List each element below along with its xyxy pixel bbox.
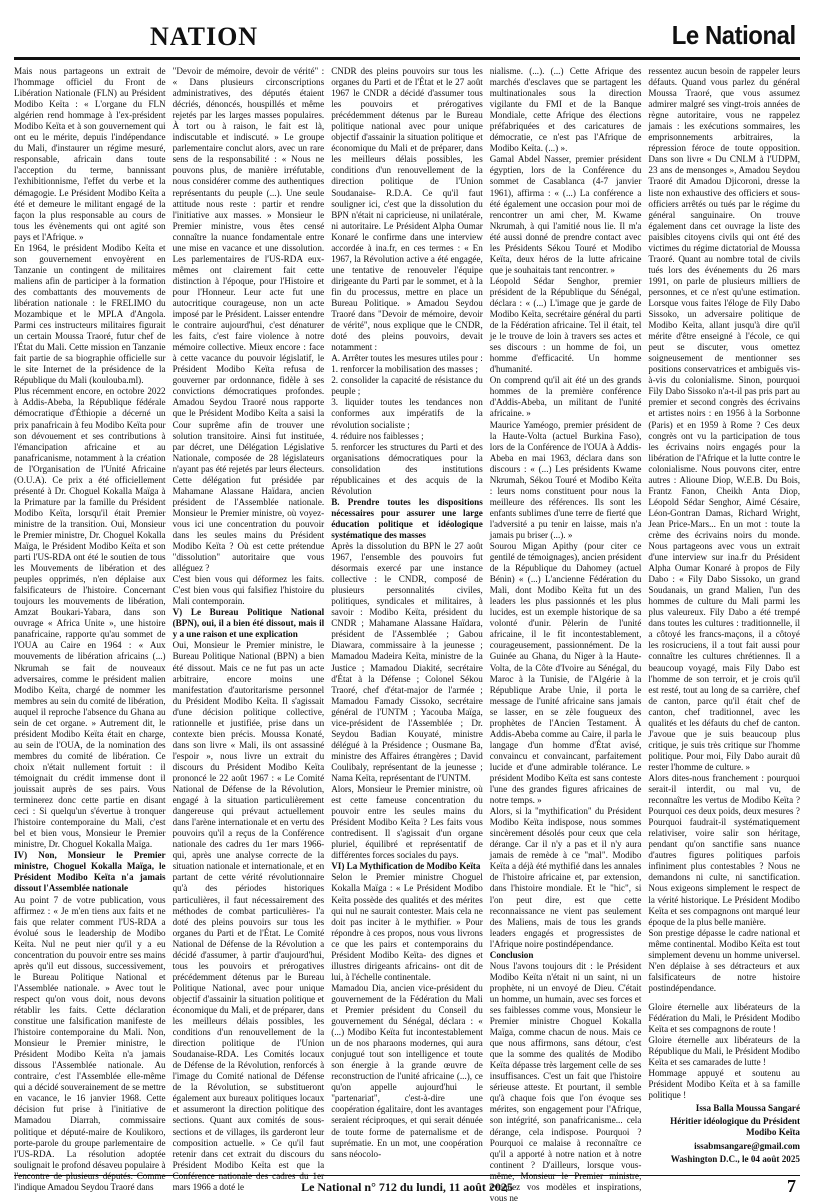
- body-paragraph: On comprend qu'il ait été un des grands hommes de la première conférence d'Addis-Abeba, un militant de l'unité africaine. »: [489, 375, 642, 419]
- page-number: 7: [787, 1176, 796, 1196]
- page-header: [0, 0, 814, 60]
- body-paragraph: Alors, Monsieur le Premier ministre, où est cette fameuse concentration du pouvoir entre les seules mains du Président Modibo Keïta ? Les faits vous contredisent. Il s'agissait d'un organe pluriel, équilibré et représentatif de différentes forces sociales du pays.: [331, 784, 483, 861]
- body-paragraph: Selon le Premier ministre Choguel Kokalla Maïga : « Le Président Modibo Keïta possède des qualités et des mérites qui nul ne saurait contester. Mais cela ne doit pas inciter à le mythifier. » Pour répondre à ces propos, nous vous livrons ce que les pairs et contemporains du Président Modibo Keïta- des dignes et illustres dirigeants africains- ont dit de lui, à l'échelle continentale.: [331, 872, 483, 982]
- body-paragraph: Au point 7 de votre publication, vous affirmez : « Je m'en tiens aux faits et ne fais que relater comment l'US-RDA a évolué sous le leadership de Modibo Keïta. Nul ne peut nier qu'il y a eu concentration du pouvoir entre ses mains après qu'il eut dissous, successivement, le Bureau Politique National et l'Assemblée nationale. » Avec tout le respect qu'on vous doit, nous devons rétablir les faits. Cette déclaration constitue une falsification manifeste de l'histoire contemporaine du Mali. Non, Monsieur le Premier ministre, le Président Modibo Keïta n'a jamais dissous l'Assemblée nationale. Au contraire, c'est l'Assemblée elle-même qui a décidé souverainement de se mettre en vacance, le 16 janvier 1968. Cette décision fut prise à l'initiative de Mamadou Diarrah, commissaire politique et député-maire de Koulikoro, porte-parole du groupe parlementaire de l'US-RDA. La résolution adoptée soulignait le profond désaveu populaire à l'indique Amadou Seydou Traoré dans: [14, 894, 166, 1192]
- body-paragraph: nialisme. (...). (...) Cette Afrique des marchés d'esclaves que se partagent les multinationales sous la direction vigilante du FMI et de la Banque Mondiale, cette Afrique des élections préfabriquées et des caricatures de démocratie, ce n'est pas l'Afrique de Modibo Keïta. (...) ».: [489, 66, 642, 154]
- publication-info: Le National n° 712 du lundi, 11 août 2025: [301, 1180, 513, 1194]
- section-heading: B. Prendre toutes les dispositions nécessaires pour assurer une large éducation politique et idéologique systématique des masses: [331, 496, 483, 540]
- enumerated-list: [331, 353, 483, 497]
- body-paragraph: CNDR des pleins pouvoirs sur tous les organes du Parti et de l'État et le 27 août 1967 le CNDR a décidé d'assumer tous les pouvoirs et prérogatives précédemment détenus par le Bureau politique national avec pour unique objectif d'assainir la situation politique et économique du Mali et de préparer, dans les meilleurs délais possibles, les conditions d'un renouvellement de la direction politique de l'Union Soudanaise- R.D.A. Ce qu'il faut souligner ici, c'est que la dissolution du BPN n'était ni capricieuse, ni unilatérale, ni autoritaire. Le Président Alpha Oumar Konaré le confirme dans une interview accordée à ina.fr, en ces termes : « En 1967, la Révolution active a été engagée, une tentative de renouveler l'équipe dirigeante du Parti par le sommet, et à la fin du processus, mettre en place un Bureau Politique. » Amadou Seydou Traoré dans "Devoir de mémoire, devoir de vérité", nous explique que le CNDR, doté des pleins pouvoirs, devait notamment :: [331, 66, 483, 353]
- section-heading: V) Le Bureau Politique National (BPN), oui, il a bien été dissout, mais il y a une raison et une explication: [172, 607, 325, 640]
- body-paragraph: "Devoir de mémoire, devoir de vérité" : « Dans plusieurs circonscriptions administratives, des députés étaient décriés, dénoncés, houspillés et même rejetés par les larges masses populaires. À tort ou à raison, le fait est là, indiscutable et indiscuté. » Le groupe parlementaire conclut alors, avec un rare sens de la responsabilité : « Nous ne pouvons plus, de manière irréfutable, nous considérer comme des authentiques représentants du peuple (...). Une seule attitude nous reste : partir et rendre l'initiative aux masses. » Monsieur le Premier ministre, vous êtes censé connaître la nuance fondamentale entre une mise en vacance et une dissolution. Les parlementaires de l'US-RDA eux-mêmes ont clairement fait cette distinction à l'époque, pour l'Histoire et pour l'Honneur. Leur acte fut une autocritique courageuse, non un acte imposé par le Président. Laisser entendre le contraire aujourd'hui, c'est dénaturer les faits, c'est faire violence à notre mémoire collective. Mieux encore : face à cette vacance du pouvoir législatif, le Président Modibo Keïta refusa de gouverner par ordonnance, fidèle à ses convictions démocratiques profondes. Amadou Seydou Traoré nous rapporte que le Président Modibo Keïta a saisi la Cour suprême afin de trouver une solution transitoire. Ainsi fut instituée, par décret, une Délégation Législative Nationale, composée de 28 législateurs n'ayant pas été rejetés par leurs électeurs. Cette délégation fut présidée par Mahamane Alassane Haïdara, ancien président de l'Assemblée nationale. Monsieur le Premier ministre, où voyez-vous ici une concentration du pouvoir dans les seules mains du Président Modibo Keïta ? Où est cette prétendue "dissolution" autoritaire que vous alléguez ?: [172, 66, 325, 574]
- body-paragraph: Son prestige dépasse le cadre national et même continental. Modibo Keïta est tout simplement devenu un homme universel. N'en déplaise à ses détracteurs et aux falsificateurs de notre histoire postindépendance.: [648, 927, 800, 993]
- body-paragraph: Mais nous partageons un extrait de l'hommage officiel du Front de Libération Nationale (FLN) au Président Modibo Keïta : « L'organe du FLN algérien rend hommage à l'ex-président Modibo Keïta et à son gouvernement qui ont eu le mérite, depuis l'indépendance du Mali, d'instaurer un régime mesuré, responsable, africain dans toute l'acception du terme, bannissant l'exhibitionnisme, l'effet du verbe et la démagogie. Le Président Modibo Keïta a été et demeure le militant engagé de la façon la plus responsable au cours de tous les évènements qui ont agité son pays et l'Afrique. »: [14, 66, 166, 242]
- header-rule: [14, 57, 800, 60]
- section-heading: Conclusion: [489, 949, 534, 960]
- author-signature: Issa Balla Moussa Sangaré: [695, 1103, 800, 1114]
- list-item: 4. réduire nos faiblesses ;: [331, 430, 424, 441]
- body-paragraph: C'est bien vous qui déformez les faits. C'est bien vous qui falsifiez l'histoire du Mali contemporain.: [172, 574, 325, 607]
- list-item: 1. renforcer la mobilisation des masses ;: [331, 364, 478, 375]
- footer-rule: [14, 1175, 800, 1176]
- body-paragraph: En 1964, le président Modibo Keïta et son gouvernement envoyèrent en Tanzanie un contingent de militaires maliens afin de participer à la formation des combattants des mouvements de libération nationale : le FRELIMO du Mozambique et le MPLA d'Angola. Parmi ces instructeurs militaires figurait un certain Moussa Traoré, futur chef de l'État du Mali. Cette mission en Tanzanie fait partie de sa biographie officielle sur le site Internet de la présidence de la République du Mali (koulouba.ml).: [14, 242, 166, 386]
- body-paragraph: Oui, Monsieur le Premier ministre, le Bureau Politique National (BPN) a bien été dissout. Mais ce ne fut pas un acte arbitraire, encore moins une manifestation d'autoritarisme personnel du Président Modibo Keïta. Il s'agissait d'une décision politique collective, rationnelle et justifiée, prise dans un contexte bien précis. Moussa Konaté, dans son livre « Mali, ils ont assassiné l'espoir », nous livre un extrait du discours du Président Modibo Keïta prononcé le 22 août 1967 : « Le Comité National de Défense de la Révolution, engagé à la situation particulièrement dangereuse qui prévaut actuellement dans l'arène internationale et en vertu des pouvoirs qu'il a reçus de la Conférence nationale des cadres du 1er mars 1966- qui, après une analyse correcte de la situation nationale et internationale, et en partant de cette vérité révolutionnaire qu'à des périodes historiques particulières, il faut nécessairement des méthodes de combat particulières- l'a doté des pleins pouvoirs sur tous les organes du Parti et de l'État. Le Comité National de Défense de la Révolution a décidé d'assumer, à partir d'aujourd'hui, tous les pouvoirs et prérogatives précédemment détenus par le Bureau Politique National, avec pour unique objectif d'assainir la situation politique et économique du Mali, et de préparer, dans les meilleurs délais possibles, les conditions d'un renouvellement de la direction politique de l'Union Soudanaise-RDA. Les Comités locaux de Défense de la Révolution, renforcés à l'image du Comité national de Défense de la Révolution, se substitueront également aux bureaux politiques locaux et assumeront la direction politique des sections. Quant aux comités de sous-sections et de villages, ils garderont leur composition actuelle. » Ce qu'il faut retenir dans cet extrait du discours du Président Modibo Keïta est que la mars 1966 a doté le: [172, 640, 325, 1192]
- body-paragraph: Sourou Migan Apithy (pour citer ce gentilé de témoignages), ancien président de la République du Dahomey (actuel Bénin) « (...) L'ancienne Fédération du Mali, dont Modibo Keïta fut un des leaders les plus passionnés et les plus lucides, est un exemple historique de sa volonté d'unir. Pèlerin de l'unité africaine, il le fit incontestablement, courageusement, passionnément. De la Guinée au Ghana, du Niger à la Haute-Volta, de la Côte d'Ivoire au Sénégal, du Maroc à la Tunisie, de l'Algérie à la République Arabe Unie, il porta le message de l'unité africaine sans jamais se lasser, en se zèle fougueux des prophètes de l'Ancien Testament. À Addis-Abeba comme au Caire, il parla le langage d'un homme d'État avisé, convaincu et convaincant, parfaitement lucide et d'une admirable tolérance. Le président Modibo Keïta est sans conteste l'une des grandes figures africaines de notre temps. »: [489, 541, 642, 806]
- body-paragraph: Alors, si la "mythification" du Président Modibo Keïta indispose, nous sommes sincèrement désolés pour ceux que cela dérange. Car il n'y a pas et il n'y aura jamais de remède à ce "mal". Modibo Keïta a déjà été mythifié dans les annales de l'histoire africaine et, par extension, dans l'histoire mondiale. Et le "hic", si l'on peut dire, est que cette reconnaissance ne vient pas seulement des Maliens, mais de tous les grands leaders engagés et progressistes de l'Afrique noire postindépendance.: [489, 806, 642, 949]
- author-signature: Washington D.C., le 04 août 2025: [670, 1153, 800, 1164]
- article-column-4: [490, 66, 642, 1204]
- page-footer: [14, 1176, 800, 1200]
- list-item: A. Arrêter toutes les mesures utiles pour :: [331, 353, 483, 364]
- closing-paragraph: Gloire éternelle aux libérateurs de la Fédération du Mali, le Président Modibo Keïta et ses compagnons de route !: [648, 1001, 800, 1035]
- body-paragraph: Léopold Sédar Senghor, premier président de la République du Sénégal, déclara : « (...) L'image que je garde de Modibo Keïta, secrétaire général du parti de la Fédération africaine. Tel il était, tel je le trouve de loin à travers ses actes et ses discours : un homme de foi, un homme d'efficacité. Un homme d'humanité.: [489, 275, 642, 375]
- list-item: 5. renforcer les structures du Parti et des organisations démocratiques pour la consolidation des institutions républicaines et des acquis de la Révolution: [331, 441, 483, 496]
- section-title: NATION: [150, 22, 259, 51]
- section-heading: IV) Non, Monsieur le Premier ministre, Choguel Kokalla Maïga, le Président Modibo Keïta n'a jamais dissout l'Assemblée nationale: [14, 850, 166, 894]
- body-paragraph: Nous l'avons toujours dit : le Président Modibo Keïta n'était ni un saint, ni un prophète, ni un envoyé de Dieu. C'était un homme, un humain, avec ses forces et ses faiblesses comme vous, Monsieur le Premier ministre Choguel Kokalla Maïga, comme chacun de nous. Mais ce que nous affirmons, sans détour, c'est que la somme des qualités de Modibo Keïta dépasse très largement celle de ses insuffisances. C'est un fait que l'histoire sérieuse atteste. Et pourtant, il semble qu'à chaque fois que l'on évoque ses mérites, son engagement pour l'Afrique, son intégrité, son panafricanisme... cela dérange, cela indispose. Pourquoi ? Pourquoi ce malaise à reconnaître ce qu'il a apporté à notre nation et à notre continent ? D'ailleurs, lorsque vous- évoquez vos modèles et inspirations, vous ne: [489, 960, 642, 1203]
- list-item: 2. consolider la capacité de résistance du peuple ;: [331, 375, 483, 397]
- list-item: 3. liquider toutes les tendances non conformes aux impératifs de la révolution socialiste ;: [331, 397, 483, 430]
- body-paragraph: Maurice Yaméogo, premier président de la Haute-Volta (actuel Burkina Faso), lors de la Conférence de l'OUA à Addis-Abeba en mai 1963, déclara dans son discours : « (...) Les présidents Kwame Nkrumah, Sékou Touré et Modibo Keïta : leurs noms constituent pour nous la meilleure des références. Ils sont les enfants sublimes d'une terre de fierté que l'adversité a pu tenir en laisse, mais n'a jamais pu briser (...). »: [489, 419, 642, 540]
- body-paragraph: Après la dissolution du BPN le 27 août 1967, l'ensemble des pouvoirs fut désormais exercé par une instance collective : le CNDR, composé de plusieurs personnalités civiles, politiques, syndicales et militaires, à savoir : Modibo Keïta, président du CNDR ; Mahamane Alassane Haïdara, président de l'Assemblée ; Gabou Diawara, commissaire à la jeunesse ; Mamadou Madeira Keïta, ministre de la Justice ; Mamadou Diakité, secrétaire d'État à la Défense ; Colonel Sékou Traoré, chef d'état-major de l'armée ; Mamadou Famady Cissoko, secrétaire général de l'UNTM ; Yacouba Maïga, vice-président de l'Assemblée ; Dr. Seydou Badian Kouyaté, ministre délégué à la Présidence ; Ousmane Ba, ministre des Affaires étrangères ; David Coulibaly, représentant de la jeunesse ; Nama Keïta, représentant de l'UNTM.: [331, 541, 483, 783]
- article-column-2: [173, 66, 325, 1204]
- article-column-5: [648, 66, 800, 1204]
- body-paragraph: Alors dites-nous franchement : pourquoi serait-il interdit, ou mal vu, de reconnaître les vertus de Modibo Keïta ? Pourquoi ces deux poids, deux mesures ? Pourquoi faudrait-il systématiquement relativiser, voire salir son héritage, pendant qu'on sanctifie sans nuance d'autres figures politiques parfois infiniment plus contestables ? Nous ne demandons ni culte, ni sanctification. Nous exigeons simplement le respect de la vérité historique. Le Président Modibo Keïta et ses compagnons ont marqué leur époque de la plus belle manière.: [648, 773, 800, 927]
- article-column-3: [331, 66, 483, 1204]
- body-paragraph: Hommage appuyé et soutenu au Président Modibo Keïta et à sa famille politique !: [648, 1068, 800, 1101]
- body-paragraph: Gamal Abdel Nasser, premier président égyptien, lors de la Conférence du sommet de Casablanca (4-7 janvier 1961), affirma : « (...) La conférence a été également une occasion pour moi de rencontrer un ami cher, M. Kwame Nkrumah, à qui l'amitié nous lie. Il m'a été aussi donné de prendre contact avec les Présidents Sékou Touré et Modibo Keïta, deux héros de la lutte africaine que je souhaitais tant rencontrer. »: [489, 154, 642, 275]
- body-paragraph: Mamadou Dia, ancien vice-président du gouvernement de la Fédération du Mali et Premier président du Conseil du gouvernement du Sénégal, déclara : « (...) Modibo Keïta fut incontestablement un de nos pharaons modernes, qui aura conjugué tout son intelligence et toute son énergie à la grande œuvre de reconstruction de l'unité africaine (...), ce qu'on appelle aujourd'hui le "partenariat", c'est-à-dire une coopération égalitaire, dont les avantages seraient réciproques, et qui serait dénuée de toute forme de paternalisme et de suprématie. En un mot, une coopération sans néocolo-: [331, 982, 483, 1159]
- body-paragraph: ressentez aucun besoin de rappeler leurs défauts. Quand vous parlez du général Moussa Traoré, que vous assumez admirer malgré ses vingt-trois années de règne autoritaire, vous ne rappelez jamais : les exécutions sommaires, les emprisonnements arbitraires, la répression féroce de toute opposition. Dans son livre « Du CNLM à l'UDPM, 23 ans de mensonges », Amadou Seydou Traoré dit Amadou Djicoroni, dresse la liste non exhaustive des officiers et sous-officiers arrêtés ou tués par le régime du général sanguinaire. On trouve également dans cet ouvrage la liste des paisibles citoyens civils qui ont été des victimes du régime dictatorial de Moussa Traoré. Quant au nombre total de civils tués lors des événements du 26 mars 1991, on parle de plusieurs milliers de personnes, et ce n'est qu'une estimation. Lorsque vous faites l'éloge de Fily Dabo Sissoko, un adversaire politique de Modibo Keïta, allant jusqu'à dire qu'il mérite d'être enseigné à l'école, ce qui peut se discuter, vous omettez soigneusement de mentionner ses positions conservatrices et ambiguës vis-à-vis du colonialisme. Sinon, pourquoi Fily Dabo Sissoko n'a-t-il pas pris part au premier et second congrès des écrivains et artistes noirs : en 1956 à la Sorbonne (Paris) et en 1959 à Rome ? Ces deux congrès ont vu la participation de tous les écrivains noirs engagés pour la libération de l'Afrique et la lutte contre le colonialisme. Nous pouvons citer, entre autres : Alioune Diop, W.E.B. Du Bois, Frantz Fanon, Cheikh Anta Diop, Léopold Sédar Senghor, Aimé Césaire, Léon-Gontran Damas, Richard Wright, Jean Price-Mars... En un mot : toute la crème des écrivains noirs du monde. Nous partageons avec vous un extrait d'une interview sur ina.fr du Président Alpha Oumar Konaré à propos de Fily Dabo : « Fily Dabo Sissoko, un grand Soudanais, un grand Malien, l'un des hommes de culture du Mali parmi les plus valeureux. Fily Dabo a été trempé dans toutes les cultures : traditionnelle, il a côtoyé les francs-maçons, il a côtoyé les rosicruciens, il a tout fait aussi pour connaître les cultures chrétiennes. Il a beaucoup voyagé, mais Fily Dabo est l'homme de son terroir, et je crois qu'il est resté, tout au long de sa carrière, chef de canton, parce qu'il était chef de canton, chef traditionnel, avec les qualités et les défauts du chef de canton. J'avoue que je suis beaucoup plus critique, je suis très critique sur l'homme politique. Pour moi, Fily Dabo aurait dû rester l'homme de culture. »: [648, 66, 800, 772]
- article-column-1: [14, 66, 166, 1204]
- masthead-logo: Le National: [672, 20, 796, 50]
- body-paragraph: Plus récemment encore, en octobre 2022 à Addis-Abeba, la République fédérale démocratique d'Éthiopie a décerné un prix panafricain à feu Modibo Keïta pour son dévouement et ses contributions à l'émancipation africaine et au panafricanisme, notamment à la création de l'Organisation de l'Unité Africaine (O.U.A). Ce prix a été officiellement présenté à Dr. Choguel Kokalla Maïga à la Primature par la famille du Président Modibo Keïta, lorsqu'il était Premier ministre de la transition. Oui, Monsieur le Premier ministre, Dr. Choguel Kokalla Maïga, le Président Modibo Keïta et son parti l'US-RDA ont été le soutien de tous les Mouvements de libération et des peuples opprimés, n'en déplaise aux falsificateurs de l'histoire. Concernant toujours les mouvements de libération, Amzat Boukari-Yabara, dans son ouvrage « Africa Unite », une histoire panafricaine, rapporte qu'au sommet de l'OUA au Caire en 1964 : « Aux mouvements de libération africains (...) Nkrumah se fait de nouveaux adversaires, comme le président malien Modibo Keïta, chargé de nommer les membres au sein du comité de libération, auquel il reproche l'absence du Ghana au sein de cet organe. » Autrement dit, le président Modibo Keïta était en charge, au sein de l'OUA, de la nomination des membres du comité de libération. Ce choix n'était nullement fortuit : il témoignait du crédit immense dont il jouissait auprès de ses pairs. Vous terminerez donc cette partie en disant ceci : Si quelqu'un s'évertue à tronquer l'histoire contemporaine du Mali, c'est bel et bien vous, Monsieur le Premier ministre, Dr. Choguel Kokalla Maïga.: [14, 386, 166, 850]
- author-signature: Héritier idéologique du Président Modibo Keïta: [670, 1116, 800, 1138]
- section-heading: VI) La Mythification de Modibo Keïta: [331, 861, 481, 872]
- body-paragraph: Gloire éternelle aux libérateurs de la République du Mali, le Président Modibo Keïta et ses camarades de lutte !: [648, 1035, 800, 1068]
- author-signature: issabmsangare@gmail.com: [694, 1140, 800, 1151]
